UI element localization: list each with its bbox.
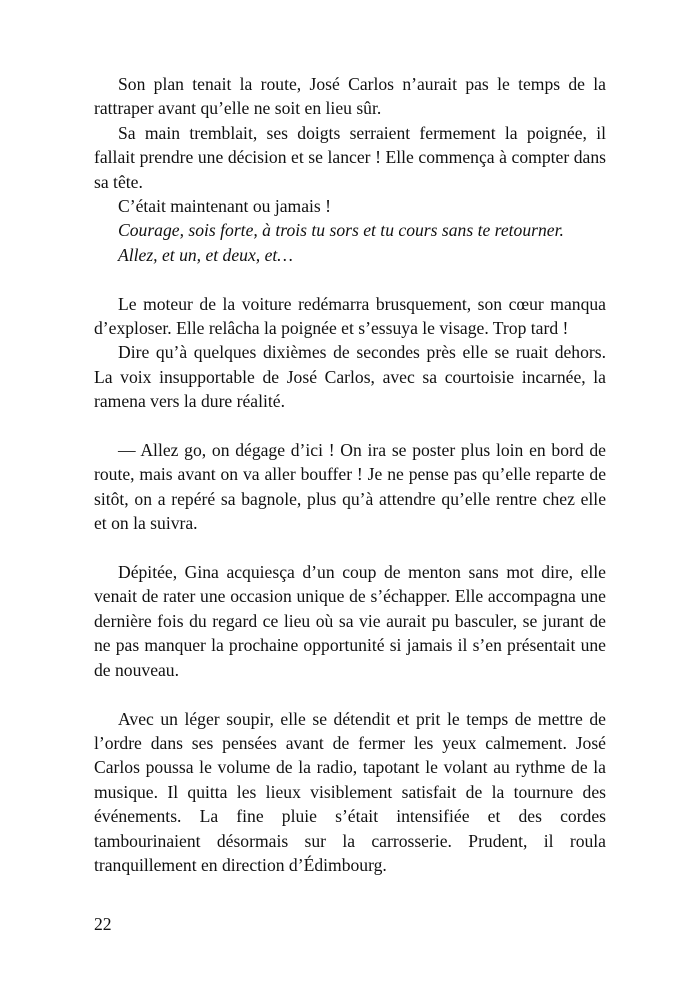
paragraph-2: Sa main tremblait, ses doigts serraient fermement la poignée, il fallait prendre une décision et se lancer ! Elle commença à compter dans sa tête.	[94, 122, 606, 192]
paragraph-1: Son plan tenait la route, José Carlos n’aurait pas le temps de la rattraper avant qu’elle ne soit en lieu sûr.	[94, 74, 606, 119]
paragraph-10: Avec un léger soupir, elle se détendit et prit le temps de mettre de l’ordre dans ses pensées avant de fermer les yeux calmement. José Carlos poussa le volume de la radio, tapotant le volant au rythme de la musique. Il quitta les lieux visiblement satisfait de la tournure des événements. La fine pluie s’était intensifiée et des cordes tambourinaient désormais sur la carrosserie. Prudent, il roula tranquillement en direction d’Édimbourg.	[94, 708, 606, 875]
paragraph-7: Dire qu’à quelques dixièmes de secondes près elle se ruait dehors. La voix insupportable de José Carlos, avec sa courtoisie incarnée, la ramena vers la dure réalité.	[94, 342, 606, 412]
italic-thought-1: Courage, sois forte, à trois tu sors et tu cours sans te retourner.	[118, 220, 564, 241]
dialogue-paragraph: — Allez go, on dégage d’ici ! On ira se poster plus loin en bord de route, mais avant on va aller bouffer ! Je ne pense pas qu’elle reparte de sitôt, on a repéré sa bagnole, plus qu’à attendre qu’elle rentre chez elle et on la suivra.	[94, 440, 606, 534]
page-number: 22	[94, 914, 112, 934]
italic-thought-2: Allez, et un, et deux, et…	[118, 244, 293, 265]
paragraph-6: Le moteur de la voiture redémarra brusquement, son cœur manqua d’exploser. Elle relâcha la poignée et s’essuya le visage. Trop tard !	[94, 293, 606, 339]
body-text	[94, 72, 606, 877]
paragraph-3: C’était maintenant ou jamais !	[118, 196, 332, 217]
paragraph-9: Dépitée, Gina acquiesça d’un coup de menton sans mot dire, elle venait de rater une occasion unique de s’échapper. Elle accompagna une dernière fois du regard ce lieu où sa vie aurait pu basculer, se jurant de ne pas manquer la prochaine opportunité si jamais il s’en présentait une de nouveau.	[94, 562, 606, 680]
